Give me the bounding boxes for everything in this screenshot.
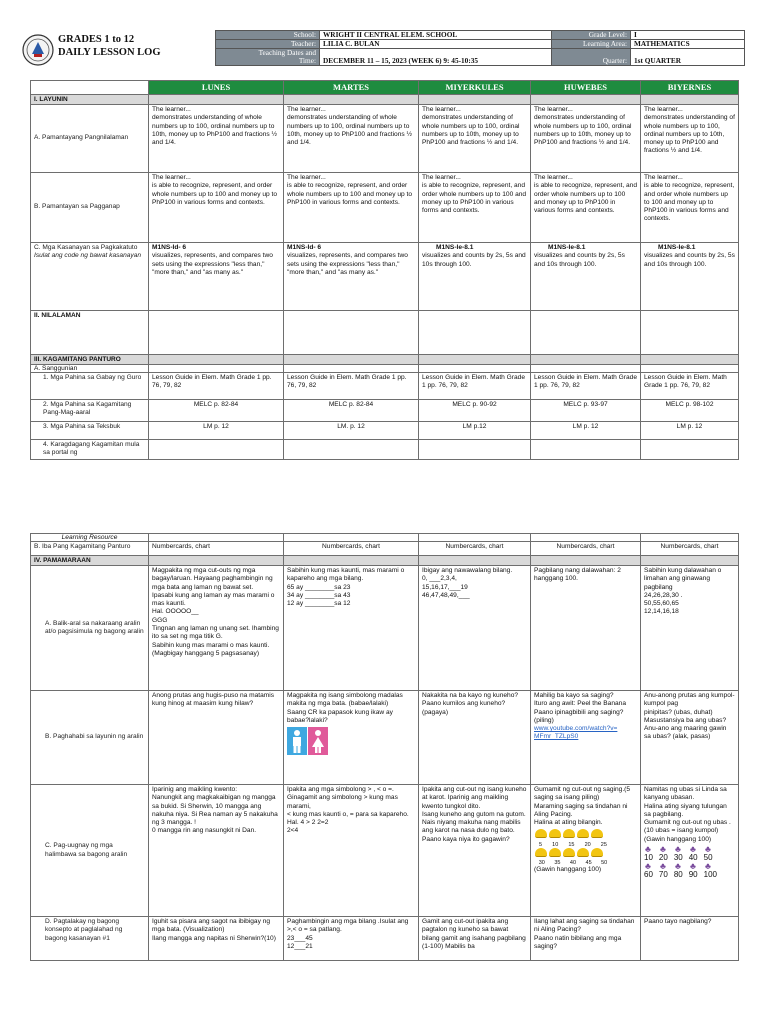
competency-code: M1NS-Id- 6 (152, 244, 187, 251)
table-row (31, 105, 739, 173)
section-row (31, 556, 739, 566)
cell: Nakakita na ba kayo ng kuneho? Paano kumilos ang kuneho?(pagaya) (419, 691, 531, 785)
cell: Anu-anong prutas ang kumpol-kumpol pag pinipitas? (ubas, duhat) Masustansiya ba ang ubas? Anu-ano ang maaring gawin sa ubas? (alak, pasas) (641, 691, 739, 785)
table-row (31, 365, 739, 373)
title-grades: GRADES 1 to 12 (58, 34, 135, 45)
cell: MELC p. 90-92 (419, 400, 531, 422)
table-row (31, 440, 739, 460)
section-pamamaraan: IV. PAMAMARAAN (31, 556, 149, 566)
row-label: 4. Karagdagang Kagamitan mula sa portal ng (31, 440, 149, 460)
grape-row (644, 845, 735, 853)
banana-icon (563, 829, 575, 838)
table-row (31, 311, 739, 355)
count-label: 60 (644, 870, 653, 880)
row-label: 1. Mga Pahina sa Gabay ng Guro (31, 373, 149, 400)
day-header-row (31, 81, 739, 95)
count-label: 10 (552, 841, 559, 848)
cell: The learner... demonstrates understanding of whole numbers up to 100, ordinal numbers up to 10th, money up to PhP100 and fractions ½ and 1/4. (284, 105, 419, 173)
banana-icon (535, 848, 547, 857)
cell (284, 691, 419, 785)
cell: Sabihin kung mas kaunti, mas marami o kapareho ang mga bilang. 65 ay ________sa 23 34 ay ________sa 43 12 ay ________sa 12 (284, 566, 419, 691)
cell: The learner... is able to recognize, represent, and order whole numbers up to 100 and money up to PhP100 in various forms and contexts. (284, 173, 419, 243)
day-header: BIYERNES (641, 81, 739, 95)
info-table (215, 30, 745, 66)
section-row (31, 355, 739, 365)
count-label: 30 (538, 860, 545, 867)
cell: Numbercards, chart (641, 542, 739, 556)
cell: LM p. 12 (641, 422, 739, 440)
cell: LM p.12 (419, 422, 531, 440)
cell: LM p. 12 (531, 422, 641, 440)
dates-label-2: Time: (298, 56, 316, 65)
header (22, 30, 757, 72)
grape-icon: ♣ (705, 844, 711, 855)
school-label: School: (216, 31, 320, 40)
section-row (31, 95, 739, 105)
cell: MELC p. 98-102 (641, 400, 739, 422)
grape-icon: ♣ (675, 861, 681, 872)
cell: Lesson Guide in Elem. Math Grade 1 pp. 76, 79, 82 (149, 373, 284, 400)
count-label: 20 (584, 841, 591, 848)
cell: The learner... demonstrates understanding of whole numbers up to 100, ordinal numbers up to 10th, money up to PhP100 and fractions ½ and 1/4. (149, 105, 284, 173)
cell: Lesson Guide in Elem. Math Grade 1 pp. 76, 79, 82 (419, 373, 531, 400)
teacher-value: LILIA C. BULAN (320, 40, 552, 49)
cell: Pagbilang nang dalawahan: 2 hanggang 100. (531, 566, 641, 691)
table-row (31, 691, 739, 785)
school-value: WRIGHT II CENTRAL ELEM. SCHOOL (320, 31, 552, 40)
cell: Ipakita ang cut-out ng isang kuneho at karot. Iparinig ang maikling kwento tungkol dito. Isang kuneho ang gutom na gutom. Nais niyang makuha nang mabilis ang karot na nasa dulo ng bato. Paano kaya niya ito gagawin? (419, 785, 531, 917)
grape-icon: ♣ (690, 844, 696, 855)
row-label: 2. Mga Pahina sa Kagamitang Pang-Mag-aaral (31, 400, 149, 422)
grade-value: I (631, 31, 745, 40)
male-restroom-icon (287, 727, 307, 755)
cell: Lesson Guide in Elem. Math Grade 1 pp. 76, 79, 82 (531, 373, 641, 400)
cell: The learner... is able to recognize, represent, and order whole numbers up to 100 and money up to PhP100 in various forms and contexts. (531, 173, 641, 243)
competency-code: M1NS-Id- 6 (287, 244, 322, 251)
grape-icon: ♣ (645, 844, 651, 855)
cell-text: Gumamit ng cut-out ng saging.(5 saging sa isang piling) Maraming saging sa tindahan ni Aling Pacing. Halina at ating bilangin. (534, 786, 631, 827)
youtube-link[interactable]: www.youtube.com/watch?v= (534, 725, 618, 733)
cell: The learner... demonstrates understanding of whole numbers up to 100, ordinal numbers up to 10th, money up to PhP100 and fractions ½ and 1/4. (419, 105, 531, 173)
cell: Numbercards, chart (419, 542, 531, 556)
grape-icon: ♣ (705, 861, 711, 872)
cell: LM. p. 12 (284, 422, 419, 440)
row-label: 3. Mga Pahina sa Teksbuk (31, 422, 149, 440)
lesson-table-1 (30, 80, 739, 460)
competency-text: visualizes and counts by 2s, 5s and 10s through 100. (534, 252, 625, 268)
cell: MELC p. 82-84 (149, 400, 284, 422)
banana-row (534, 848, 637, 860)
table-row (31, 373, 739, 400)
table-row (31, 243, 739, 311)
competency-text: visualizes and counts by 2s, 5s and 10s through 100. (644, 252, 735, 268)
cell: Numbercards, chart (531, 542, 641, 556)
cell: The learner... demonstrates understanding of whole numbers up to 100, ordinal numbers up to 10th, money up to PhP100 and fractions ½ and 1/4. (641, 105, 739, 173)
banana-icon (549, 848, 561, 857)
cell-text: Mahilig ba kayo sa saging? Ituro ang awit: Peel the Banana Paano ipinagbibili ang saging?(piling) (534, 692, 627, 724)
section-sanggunian: A. Sanggunian (31, 365, 149, 373)
banana-icon (563, 848, 575, 857)
youtube-link-id[interactable]: MFmr_TZLpS0 (534, 733, 579, 741)
row-label: C. Mga Kasanayan sa Pagkakatuto (34, 244, 138, 251)
area-value: MATHEMATICS (631, 40, 745, 49)
cell: Anong prutas ang hugis-puso na matamis kung hinog at maasim kung hilaw? (149, 691, 284, 785)
cell (419, 243, 531, 311)
cell (284, 243, 419, 311)
row-label: B. Iba Pang Kagamitang Panturo (31, 542, 149, 556)
cell (641, 243, 739, 311)
table-row (31, 917, 739, 961)
banana-note: (Gawin hanggang 100) (534, 866, 602, 874)
row-sublabel: Isulat ang code ng bawat kasanayan (34, 252, 142, 260)
count-label: 45 (585, 860, 592, 867)
grape-row (644, 862, 735, 870)
log-title (58, 33, 161, 59)
day-header: HUWEBES (531, 81, 641, 95)
count-label: 35 (554, 860, 561, 867)
cell: Ibigay ang nawawalang bilang. 0, ___2,3,4, 15,16,17,___19 46,47,48,49,___ (419, 566, 531, 691)
row-label: B. Paghahabi sa layunin ng aralin (31, 691, 149, 785)
day-header: MIYERKULES (419, 81, 531, 95)
cell: Gamit ang cut-out ipakita ang pagtalon ng kuneho sa bawat bilang gamit ang isahang pagbilang (1-100) Mabilis ba (419, 917, 531, 961)
competency-text: visualizes, represents, and compares two sets using the expressions "less than," "more than," and "as many as." (152, 252, 273, 276)
count-label: 70 (658, 870, 668, 880)
banana-icon (549, 829, 561, 838)
count-label: 50 (601, 860, 608, 867)
cell (531, 691, 641, 785)
lesson-table-2 (30, 533, 739, 961)
cell: Ipakita ang mga simbolong > , < o =. Ginagamit ang simbolong > kung mas marami, < kung mas kaunti o, = para sa kapareho. Hal. 4 > 2 2=2 2<4 (284, 785, 419, 917)
cell: Iguhit sa pisara ang sagot na ibibigay ng mga bata. (Visualization) Ilang mangga ang napitas ni Sherwin?(10) (149, 917, 284, 961)
count-label: 15 (568, 841, 575, 848)
cell: The learner... is able to recognize, represent, and order whole numbers up to 100 and money up to PhP100 in various forms and contexts. (149, 173, 284, 243)
banana-icon (577, 829, 589, 838)
row-label: B. Pamantayan sa Pagganap (31, 173, 149, 243)
row-label: D. Pagtalakay ng bagong konsepto at paglalahad ng bagong kasanayan #1 (31, 917, 149, 961)
cell: Lesson Guide in Elem. Math Grade 1 pp. 76, 79, 82 (284, 373, 419, 400)
title-daily-lesson-log: DAILY LESSON LOG (58, 47, 161, 58)
cell: Paano tayo nagbilang? (641, 917, 739, 961)
cell-text: Namitas ng ubas si Linda sa kanyang ubasan. Halina ating siyang tulungan sa pagbilang. Gumamit ng cut-out ng ubas . (10 ubas = isang kumpol) (Gawin hanggang 100) (644, 786, 731, 843)
count-label: 10 (644, 853, 653, 863)
count-label: 50 (703, 853, 713, 863)
area-label: Learning Area: (552, 40, 631, 49)
cell: Numbercards, chart (284, 542, 419, 556)
day-header: LUNES (149, 81, 284, 95)
table-row (31, 542, 739, 556)
competency-code: M1NS-Ie-8.1 (658, 244, 696, 251)
cell (149, 243, 284, 311)
cell: The learner... demonstrates understanding of whole numbers up to 100, ordinal numbers up to 10th, money up to PhP100 and fractions ½ and 1/4. (531, 105, 641, 173)
row-label: A. Balik-aral sa nakaraang aralin at/o pagsisimula ng bagong aralin (31, 566, 149, 691)
quarter-value: 1st QUARTER (631, 49, 745, 66)
cell (531, 785, 641, 917)
quarter-label: Quarter: (552, 49, 631, 66)
count-label: 25 (600, 841, 607, 848)
cell: The learner... is able to recognize, represent, and order whole numbers up to 100 and money up to PhP100 in various forms and contexts. (641, 173, 739, 243)
cell: Paghambingin ang mga bilang .Isulat ang >,< o = sa patlang. 23___45 12___21 (284, 917, 419, 961)
grape-counts (644, 870, 735, 879)
table-row (31, 534, 739, 542)
table-row (31, 422, 739, 440)
cell (641, 785, 739, 917)
grape-icon: ♣ (675, 844, 681, 855)
cell: Sabihin kung dalawahan o limahan ang ginawang pagbilang 24,26,28,30 . 50,55,60,65 12,14,16,18 (641, 566, 739, 691)
deped-seal-icon (22, 32, 54, 68)
cell: Magpakita ng mga cut-outs ng mga bagay/laruan. Hayaang paghambingin ng mga bata ang laman ng bawat set. Ipasabi kung ang laman ay mas marami o mas kaunti. Hal. OOOOO__ GGG Tingnan ang laman ng unang set. Ihambing ito sa set ng mga titik G. Sabihin kung mas marami o mas kaunti. (Magbigay hanggang 5 pagsasanay) (149, 566, 284, 691)
cell: Ilang lahat ang saging sa tindahan ni Aling Pacing? Paano natin bibilang ang mga saging? (531, 917, 641, 961)
grape-icon: ♣ (690, 861, 696, 872)
cell: Lesson Guide in Elem. Math Grade 1 pp. 76, 79, 82 (641, 373, 739, 400)
dates-label (216, 49, 320, 66)
cell: MELC p. 82-84 (284, 400, 419, 422)
cell (531, 243, 641, 311)
cell: The learner... is able to recognize, represent, and order whole numbers up to 100 and money up to PhP100 in various forms and contexts. (419, 173, 531, 243)
count-label: 100 (703, 870, 717, 880)
banana-icon (591, 848, 603, 857)
count-label: 80 (673, 870, 683, 880)
banana-row (534, 829, 637, 841)
dates-value: DECEMBER 11 – 15, 2023 (WEEK 6) 9: 45-10:35 (320, 49, 552, 66)
count-label: 40 (688, 853, 698, 863)
grape-icon: ♣ (660, 844, 666, 855)
corner-cell (31, 81, 149, 95)
count-label: 5 (539, 841, 543, 848)
row-label-c (31, 243, 149, 311)
competency-text: visualizes, represents, and compares two sets using the expressions "less than," "more than," and "as many as." (287, 252, 408, 276)
table-row (31, 785, 739, 917)
banana-icon (535, 829, 547, 838)
section-nilalaman: II. NILALAMAN (31, 311, 149, 355)
section-kagamitan: III. KAGAMITANG PANTURO (31, 355, 149, 365)
banana-icon (577, 848, 589, 857)
table-row (31, 173, 739, 243)
cell: LM p. 12 (149, 422, 284, 440)
competency-code: M1NS-Ie-8.1 (436, 244, 474, 251)
day-header: MARTES (284, 81, 419, 95)
row-label: C. Pag-uugnay ng mga halimbawa sa bagong aralin (31, 785, 149, 917)
grape-icon: ♣ (660, 861, 666, 872)
count-label: 40 (569, 860, 577, 867)
grade-label: Grade Level: (552, 31, 631, 40)
cell: MELC p. 93-97 (531, 400, 641, 422)
cell-text: Magpakita ng isang simbolong madalas makita ng mga bata. (babae/lalaki) Saang CR ka papasok kung ikaw ay babae?lalaki? (287, 692, 403, 724)
count-label: 20 (658, 853, 668, 863)
banana-icon (591, 829, 603, 838)
competency-code: M1NS-Ie-8.1 (548, 244, 586, 251)
row-label: A. Pamantayang Pangnilalaman (31, 105, 149, 173)
count-label: 90 (688, 870, 698, 880)
competency-text: visualizes and counts by 2s, 5s and 10s through 100. (422, 252, 526, 268)
cell: Iparinig ang maikling kwento: Nanungkit ang magkakaibigan ng mangga sa bukid. Si Sherwin, 10 mangga ang nakuha niya. Si Rea naman ay 5 nakakuha ng 3 mangga. ! 0 mangga rin ang nasungkit ni Dan. (149, 785, 284, 917)
section-layunin: I. LAYUNIN (31, 95, 149, 105)
cell: Numbercards, chart (149, 542, 284, 556)
grape-icon: ♣ (645, 861, 651, 872)
learning-resource-label: Learning Resource (31, 534, 149, 542)
table-row (31, 566, 739, 691)
teacher-label: Teacher: (216, 40, 320, 49)
count-label: 30 (673, 853, 683, 863)
dates-label-1: Teaching Dates and (258, 48, 316, 57)
table-row (31, 400, 739, 422)
female-restroom-icon (308, 727, 328, 755)
